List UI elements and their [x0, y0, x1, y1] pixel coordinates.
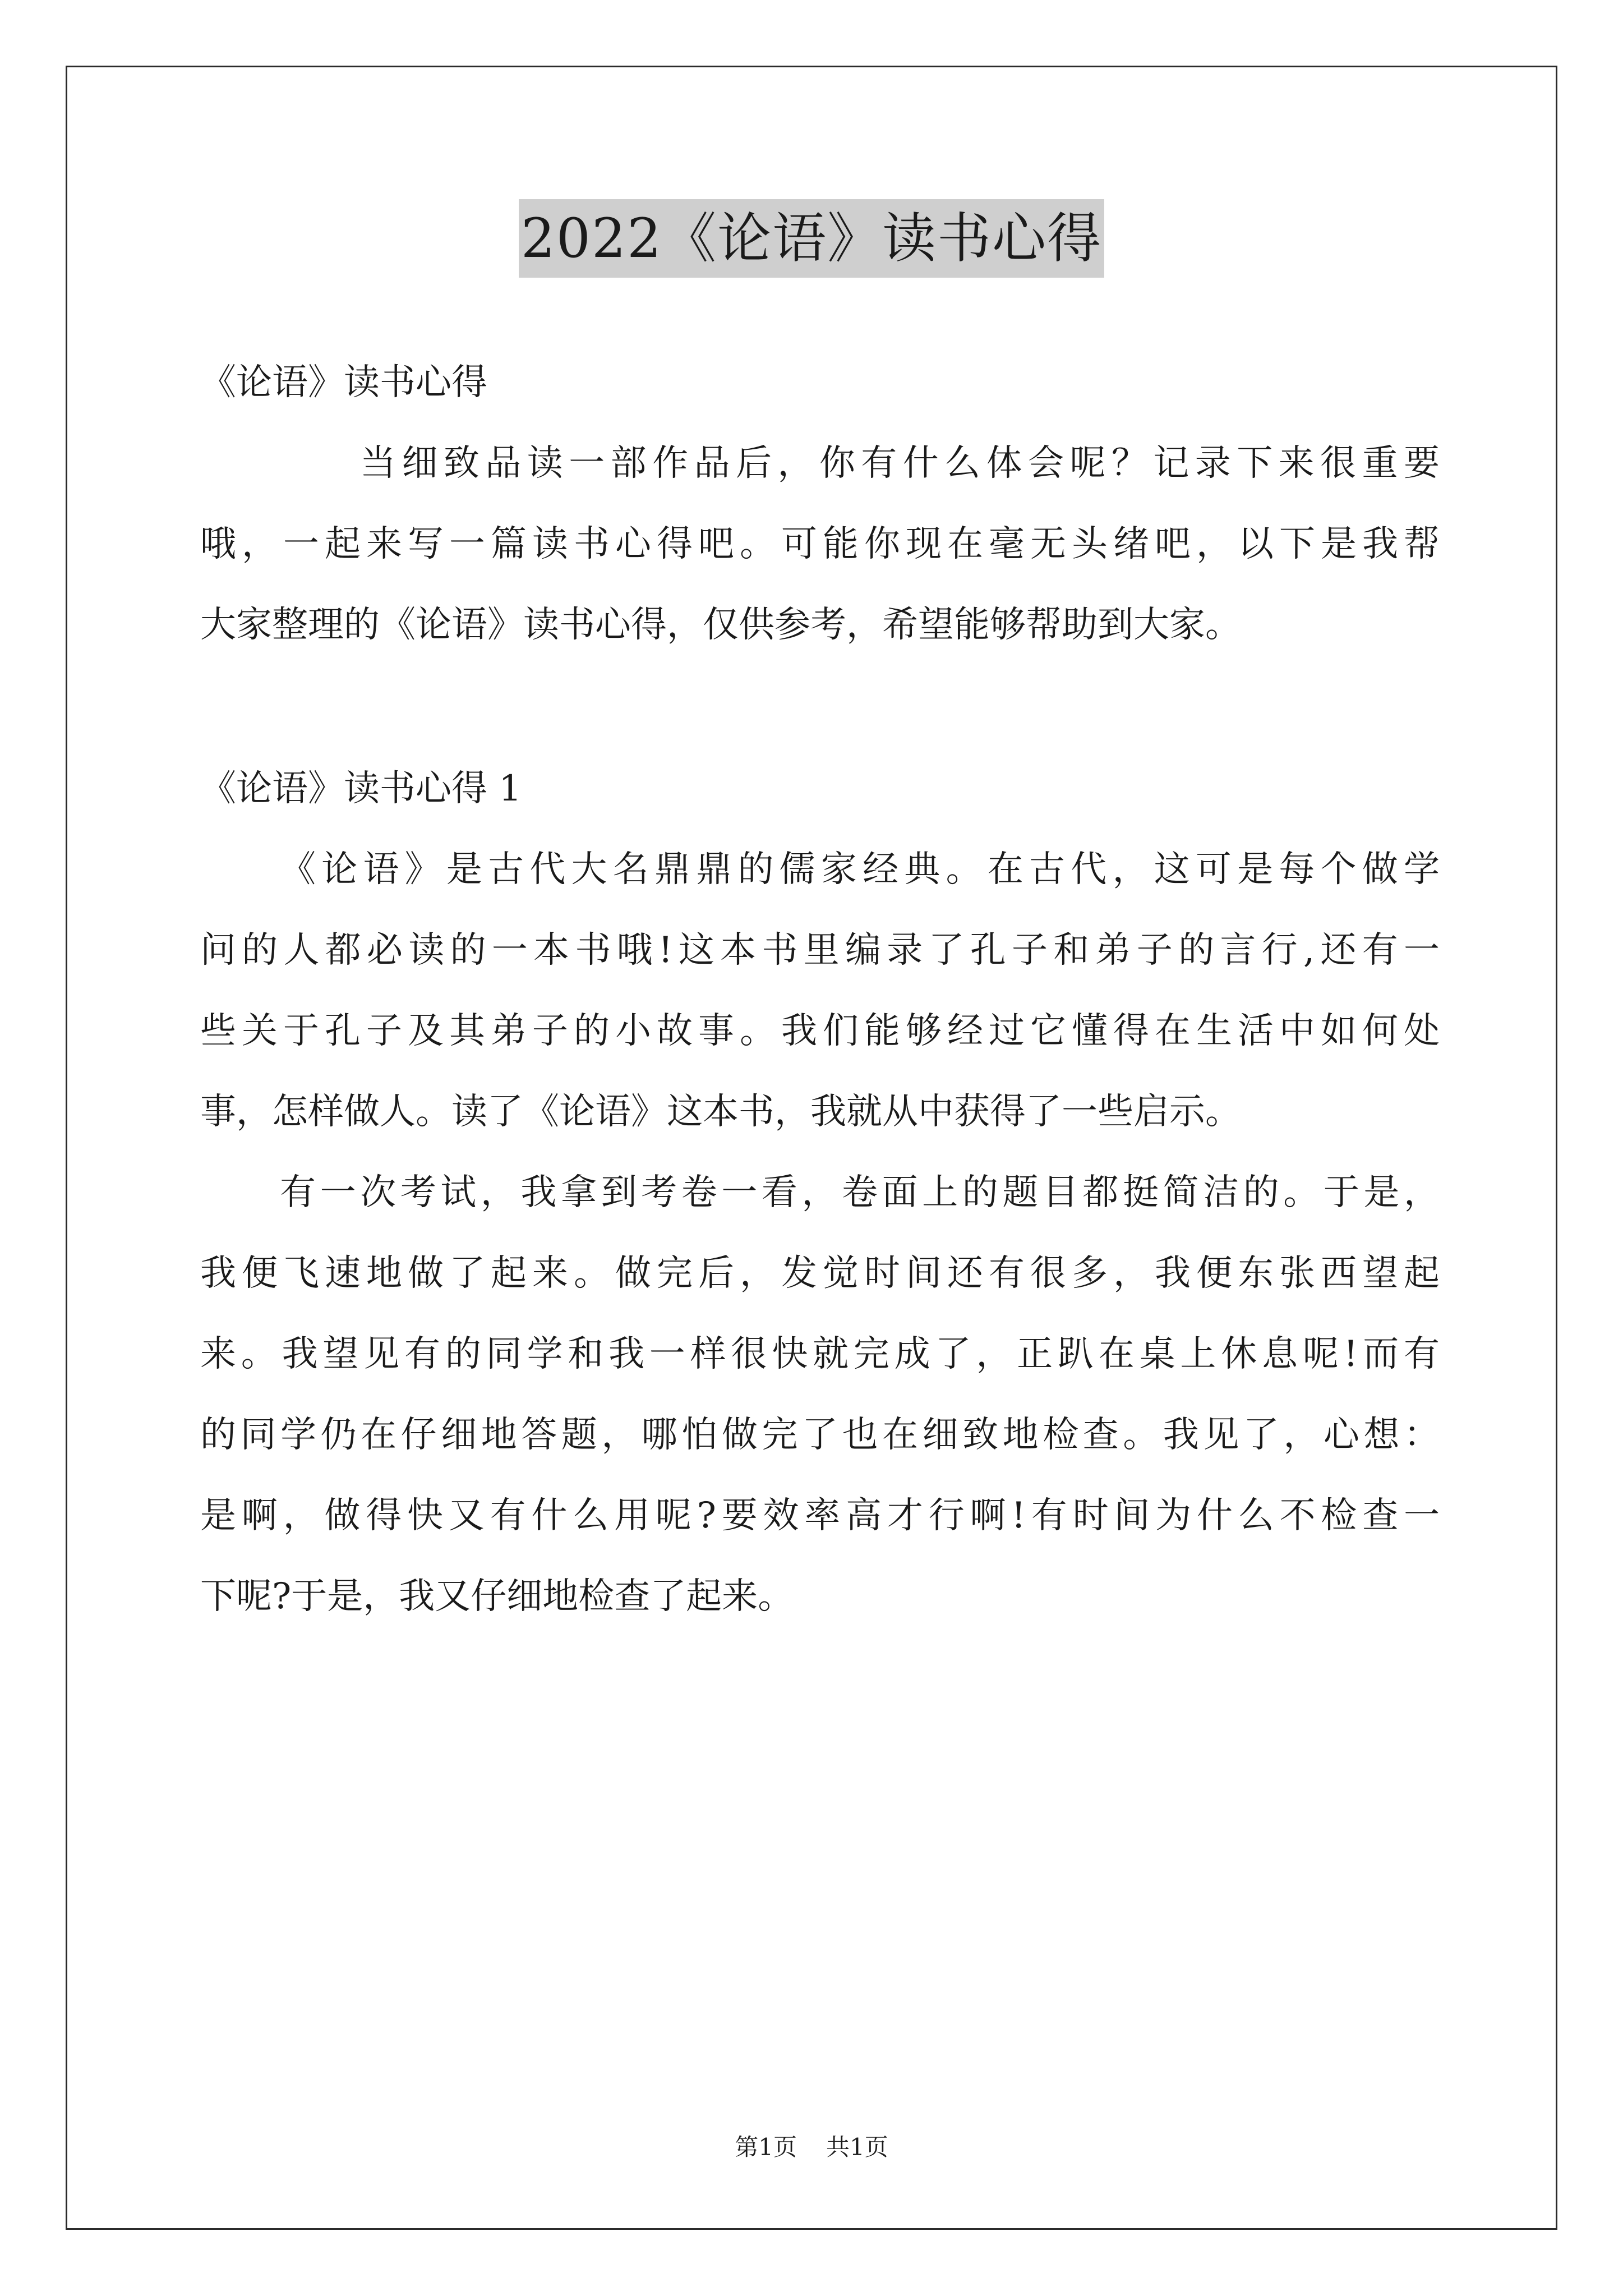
- paragraph-line: 的同学仍在仔细地答题，哪怕做完了也在细致地检查。我见了，心想：: [200, 1414, 1440, 1456]
- section-heading: 《论语》读书心得 1: [200, 768, 522, 809]
- intro-line: 大家整理的《论语》读书心得，仅供参考，希望能够帮助到大家。: [200, 604, 1241, 646]
- paragraph-line: 来。我望见有的同学和我一样很快就完成了，正趴在桌上休息呢!而有: [200, 1333, 1440, 1375]
- paragraph-line: 是啊，做得快又有什么用呢?要效率高才行啊!有时间为什么不检查一: [200, 1495, 1440, 1536]
- section-spacer: [200, 665, 1440, 748]
- paragraph-line: 下呢?于是，我又仔细地检查了起来。: [200, 1576, 794, 1617]
- title-container: [0, 199, 1623, 278]
- paragraph-line: 事，怎样做人。读了《论语》这本书，我就从中获得了一些启示。: [200, 1091, 1241, 1133]
- document-title: 2022《论语》读书心得: [519, 199, 1104, 278]
- subtitle: 《论语》读书心得: [200, 362, 487, 403]
- paragraph-line: 《论语》是古代大名鼎鼎的儒家经典。在古代，这可是每个做学: [280, 849, 1440, 890]
- paragraph-line: 些关于孔子及其弟子的小故事。我们能够经过它懂得在生活中如何处: [200, 1010, 1440, 1052]
- intro-line: 哦，一起来写一篇读书心得吧。可能你现在毫无头绪吧，以下是我帮: [200, 523, 1440, 565]
- page-number: 第1页: [735, 2133, 797, 2161]
- document-body: [200, 342, 1440, 1637]
- paragraph-line: 有一次考试，我拿到考卷一看，卷面上的题目都挺简洁的。于是，: [280, 1172, 1440, 1213]
- paragraph-line: 问的人都必读的一本书哦!这本书里编录了孔子和弟子的言行,还有一: [200, 930, 1440, 971]
- paragraph-line: 我便飞速地做了起来。做完后，发觉时间还有很多，我便东张西望起: [200, 1253, 1440, 1294]
- page-total: 共1页: [826, 2133, 888, 2161]
- intro-line: 当细致品读一部作品后，你有什么体会呢？记录下来很重要: [360, 443, 1440, 484]
- page-footer: [0, 2129, 1623, 2162]
